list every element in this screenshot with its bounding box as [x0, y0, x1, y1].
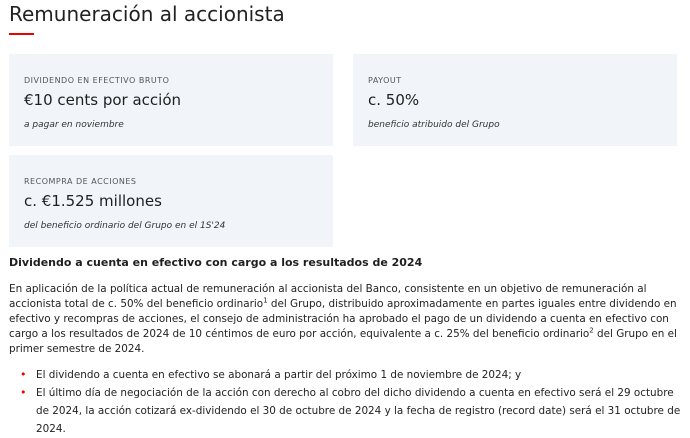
bullet-icon: • — [20, 368, 27, 381]
card-label: RECOMPRA DE ACCIONES — [24, 177, 137, 186]
dividend-card — [9, 54, 333, 146]
card-value: €10 cents por acción — [24, 91, 182, 109]
list-item-text: El último día de negociación de la acción con derecho al cobro del dicho dividendo a cuenta en efectivo será el 29 octubre de 2024, la acción cotizará ex-dividendo el 30 de octubre de 2024 y la fecha de registro (record date) será el 31 octubre de 2024. — [36, 387, 681, 435]
payout-card — [353, 54, 677, 146]
title-underline — [9, 33, 34, 35]
card-label: DIVIDENDO EN EFECTIVO BRUTO — [24, 76, 170, 85]
card-note: del beneficio ordinario del Grupo en el 1S'24 — [24, 221, 226, 231]
list-item — [9, 366, 681, 384]
paragraph-text: del Grupo, distribuido aproximadamente en partes iguales entre dividendo en efectivo y recompras de acciones, el consejo de administración ha aprobado el pago de un dividendo a cuenta en efectivo con cargo a los resultados de 2024 de 10 céntimos de euro por acción, equivalente a c. 25% del beneficio ordinario — [9, 298, 677, 340]
buyback-card — [9, 155, 333, 247]
bullet-icon: • — [20, 386, 27, 399]
card-value: c. €1.525 millones — [24, 192, 162, 210]
list-item — [9, 384, 681, 438]
footnote-ref-2[interactable]: 2 — [589, 326, 594, 335]
body-paragraph — [9, 282, 681, 357]
list-item-text: El dividendo a cuenta en efectivo se abonará a partir del próximo 1 de noviembre de 2024; y — [36, 369, 522, 381]
card-note: a pagar en noviembre — [24, 120, 124, 130]
paragraph-text: del Grupo en el primer semestre de 2024. — [9, 328, 677, 355]
bullet-list — [9, 366, 681, 438]
card-label: PAYOUT — [368, 76, 402, 85]
footnote-ref-1[interactable]: 1 — [263, 296, 268, 305]
card-value: c. 50% — [368, 91, 420, 109]
page-title: Remuneración al accionista — [9, 2, 285, 26]
section-heading: Dividendo a cuenta en efectivo con cargo a los resultados de 2024 — [9, 256, 423, 269]
card-note: beneficio atribuido del Grupo — [368, 120, 500, 130]
paragraph-text: En aplicación de la política actual de remuneración al accionista del Banco, consistente en un objetivo de remuneración al accionista total de c. 50% del beneficio ordinario — [9, 283, 647, 310]
